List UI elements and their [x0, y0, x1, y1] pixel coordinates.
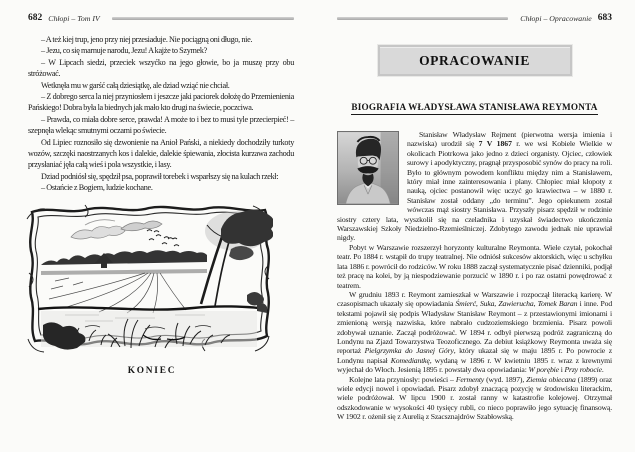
running-title-left: Chłopi – Tom IV	[48, 14, 100, 23]
paragraph: Pobyt w Warszawie rozszerzył horyzonty kulturalne Reymonta. Wiele czytał, pokochał teatr. Po 1884 r. wstąpił do trupy teatralnej. Nie odniósł sukcesów aktorskich, więc u schyłku lata 1886 r. powrócił do rodziców. W roku 1888 zaczął systematycznie pisać dzienniki, podjął też pracę na kolei, by ją niespodziewanie porzucić w 1890 r. i po raz ostatni powędrować z teatrem.	[337, 242, 612, 290]
paragraph: Dziad podniósł się, spędził psa, poprawił torebek i wsparłszy się na kulach rzekł:	[41, 171, 279, 181]
header-rule-right	[337, 17, 508, 20]
biography-text-body	[337, 130, 612, 422]
reymont-portrait-photo	[337, 131, 399, 205]
biography-heading: BIOGRAFIA WŁADYSŁAWA STANISŁAWA REYMONTA	[351, 102, 597, 115]
landscape-illustration	[25, 203, 273, 355]
paragraph: – A też kiej trup, jeno przy niej przesiaduje. Nie pociągną oni długo, nie.	[41, 35, 253, 44]
page-number-right: 683	[597, 13, 612, 23]
section-title: OPRACOWANIE	[419, 52, 530, 68]
portrait-drawing	[338, 132, 398, 204]
header-rule-left	[112, 17, 294, 20]
running-title-right: Chłopi – Opracowanie	[520, 14, 592, 23]
paragraph: Kolejne lata przyniosły: powieści – Fermenty (wyd. 1897), Ziemia obiecana (1899) oraz wiele edycji nowel i opowiadań. Pisarz zdobył znaczącą pozycję w środowisku literackim, wiele podróżował. W lipcu 1900 r. został ranny w katastrofie kolejowej. Otrzymał odszkodowanie w wysokości 40 tysięcy rubli, co nieco poprawiło jego sytuację finansową. W 1902 r. ożenił się z Aurelią z Szacsznajdrów Szabłowską.	[337, 374, 612, 422]
page-header-left	[28, 13, 294, 24]
page-number-left: 682	[28, 13, 43, 23]
paragraph: – Ostańcie z Bogiem, ludzie kochane.	[41, 183, 153, 193]
section-title-box	[378, 45, 572, 76]
paragraph: – W Lipcach siedzi, przeciek wszyćko na jego głowie, bo ja muszę przy obu stróżować.	[28, 57, 294, 79]
paragraph: Od Lipiec roznosiło się dzwonienie na Anioł Pański, a niekiedy dochodziły turkoty wozów, szczęki naostrzanych kos i dalekie, dalekie śpiewania, złocista kurzawa zachodu przysłaniać jęła całą wieś i pola wszystkie, i lasy.	[28, 137, 294, 170]
page-right	[318, 0, 635, 452]
paragraph: – Prawda, co miała dobre serce, prawda! A może to i bez to musi tyle przecierpieć! – szepnęła wlekąc smutnymi oczami po świecie.	[28, 114, 294, 136]
paragraph: Stanisław Władysław Rejment (pierwotna wersja imienia i nazwiska) urodził się 7 V 1867 r. we wsi Kobiele Wielkie w okolicach Piotrkowa jako jedno z dzieci organisty. Ojciec, człowiek surowy i apodyktyczny, pragnął przysposobić synów do pracy na roli. Było to głównym powodem konfliktu między nim a Stanisławem, który miał inne zainteresowania i plany. Chłopiec miał kłopoty z nauką, ojciec postanowił więc uczyć go krawiectwa – w 1880 r. Stanisław został oddany „do terminu”. Jego opiekunem został wówczas mąż siostry Stanisława. Przyszły pisarz spędził w rodzinie siostry cztery lata, wyszkolił się na czeladnika i uzyskał świadectwo ukończenia Warszawskiej Szkoły Niedzielno-Rzemieślniczej. Zdobytego zawodu jednak nie uprawiał nigdy.	[337, 130, 612, 243]
landscape-illustration-drawing	[25, 203, 273, 355]
page-header-right	[337, 13, 612, 24]
birds-flock	[147, 229, 179, 245]
paragraph: – Jezu, co się marnuje narodu, Jezu! A kajże to Szymek?	[41, 46, 208, 56]
paragraph: W grudniu 1893 r. Reymont zamieszkał w Warszawie i rozpoczął literacką karierę. W czasopismach ukazały się opowiadania Śmierć, Suka, Zawierucha, Tomek Baran i inne. Pod tekstami pojawił się podpis Władysław Stanisław Reymont – z przestawionymi imionami i zmienioną wersją nazwiska, które nabrało cudzoziemskiego brzmienia. Pisarz powoli zdobywał uznanie. Zaczął podróżować. W 1894 r. odbył pierwszą podróż zagraniczną do Londynu na Zjazd Towarzystwa Teozoficznego. Za debiut książkowy Reymonta uważa się reportaż Pielgrzymka do Jasnej Góry, który ukazał się w maju 1895 r. Po powrocie z Londynu napisał Komediantkę, wydaną w 1896 r. W kwietniu 1895 r. wraz z krewnymi wyjechał do Włoch. Jesienią 1895 r. powstały dwa opowiadania: W porębie i Przy robocie.	[337, 289, 613, 375]
novel-text-body	[28, 34, 294, 194]
the-end-label: KONIEC	[127, 365, 177, 376]
paragraph: – Z dobrego serca la niej przyniosłem i jeszcze jaki paciorek dołożę do Przemienienia Pańskiego! Dobra była la biednych jak mało kto drugi na świecie, poczciwa.	[28, 92, 294, 113]
paragraph: Wetknęła mu w garść całą dziesiątkę, ale dziad wziąć nie chciał.	[41, 80, 230, 90]
